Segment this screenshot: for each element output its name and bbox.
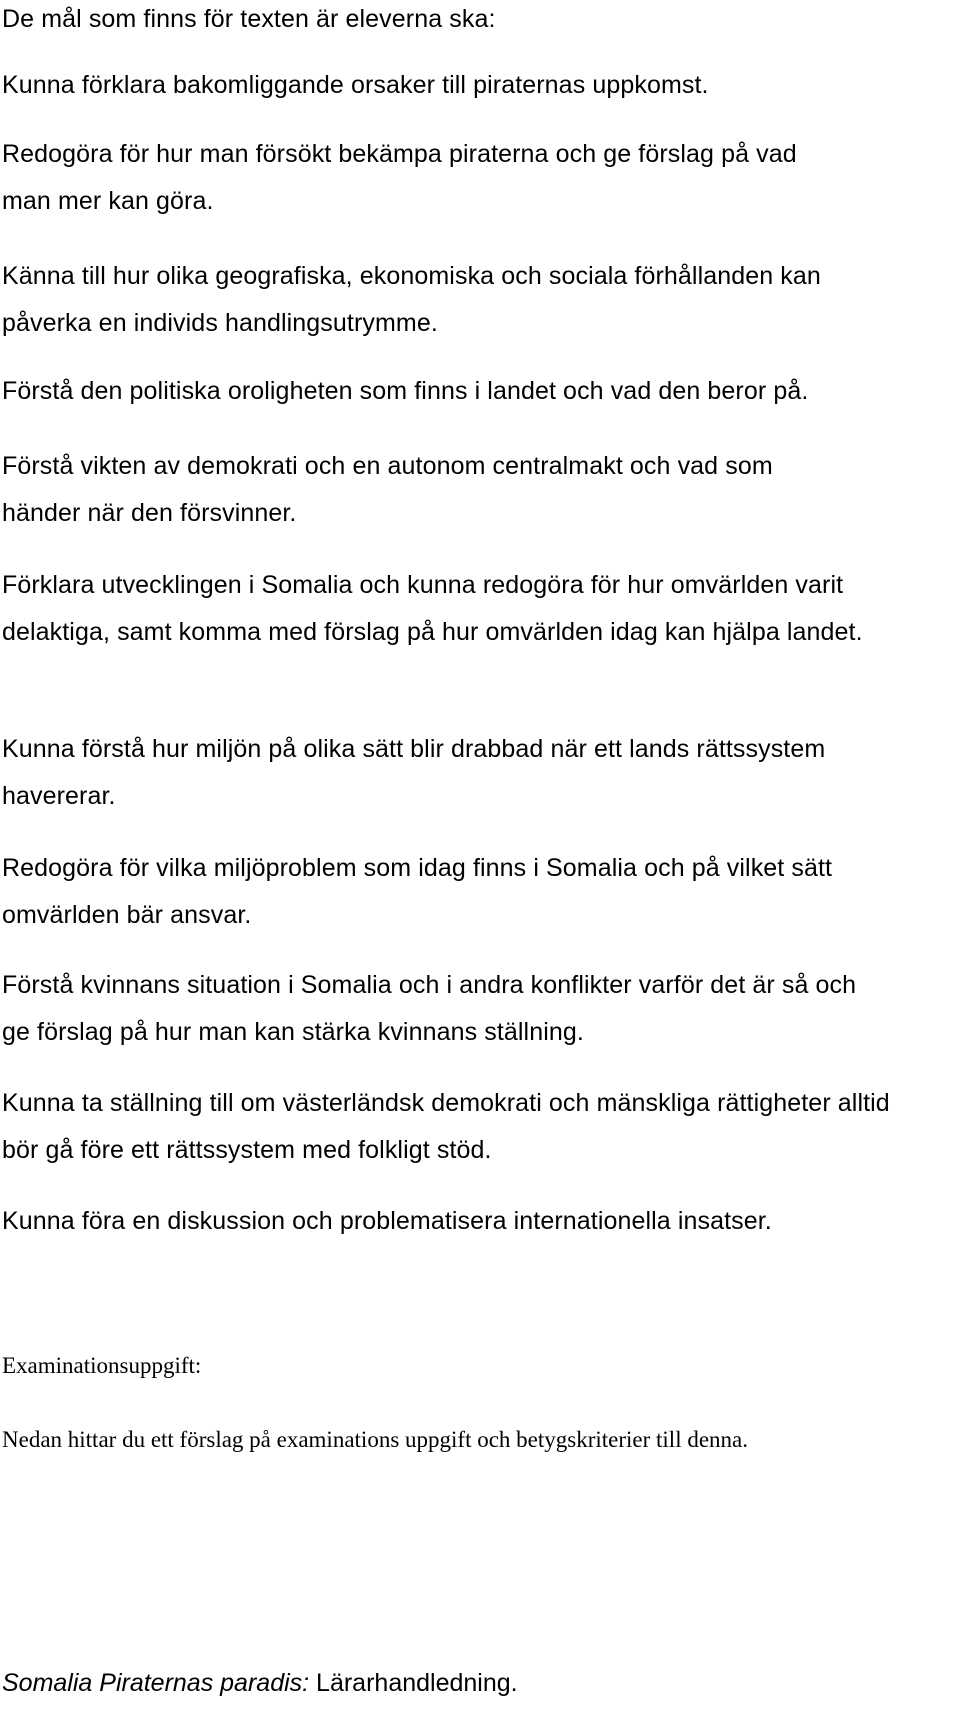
footer-subtitle: Lärarhandledning. (316, 1669, 518, 1697)
exam-text: Nedan hittar du ett förslag på examinations uppgift och betygskriterier till denna. (2, 1427, 749, 1452)
goal-10: Kunna ta ställning till om västerländsk demokrati och mänskliga rättigheter alltid bör gå före ett rättssystem med folkligt stöd. (2, 1089, 890, 1164)
footer-title: Somalia Piraternas paradis: (2, 1669, 310, 1697)
goal-1: Kunna förklara bakomliggande orsaker till piraternas uppkomst. (2, 71, 709, 99)
goal-8: Redogöra för vilka miljöproblem som idag finns i Somalia och på vilket sätt omvärlden bär ansvar. (2, 854, 833, 929)
goal-6: Förklara utvecklingen i Somalia och kunna redogöra för hur omvärlden varit delaktiga, samt komma med förslag på hur omvärlden idag kan hjälpa landet. (2, 571, 863, 646)
goal-7: Kunna förstå hur miljön på olika sätt blir drabbad när ett lands rättssystem havererar. (2, 735, 826, 810)
exam-heading: Examinationsuppgift: (2, 1353, 202, 1378)
footer-line (2, 1669, 518, 1698)
goal-9: Förstå kvinnans situation i Somalia och i andra konflikter varför det är så och ge förslag på hur man kan stärka kvinnans ställning. (2, 971, 857, 1046)
goal-4: Förstå den politiska oroligheten som finns i landet och vad den beror på. (2, 377, 809, 405)
goal-3: Känna till hur olika geografiska, ekonomiska och sociala förhållanden kan påverka en individs handlingsutrymme. (2, 262, 821, 337)
goal-2: Redogöra för hur man försökt bekämpa piraterna och ge förslag på vad man mer kan göra. (2, 140, 797, 215)
goal-11: Kunna föra en diskussion och problematisera internationella insatser. (2, 1207, 772, 1235)
intro-text: De mål som finns för texten är eleverna ska: (2, 5, 496, 33)
goal-5: Förstå vikten av demokrati och en autonom centralmakt och vad som händer när den försvinner. (2, 452, 773, 527)
